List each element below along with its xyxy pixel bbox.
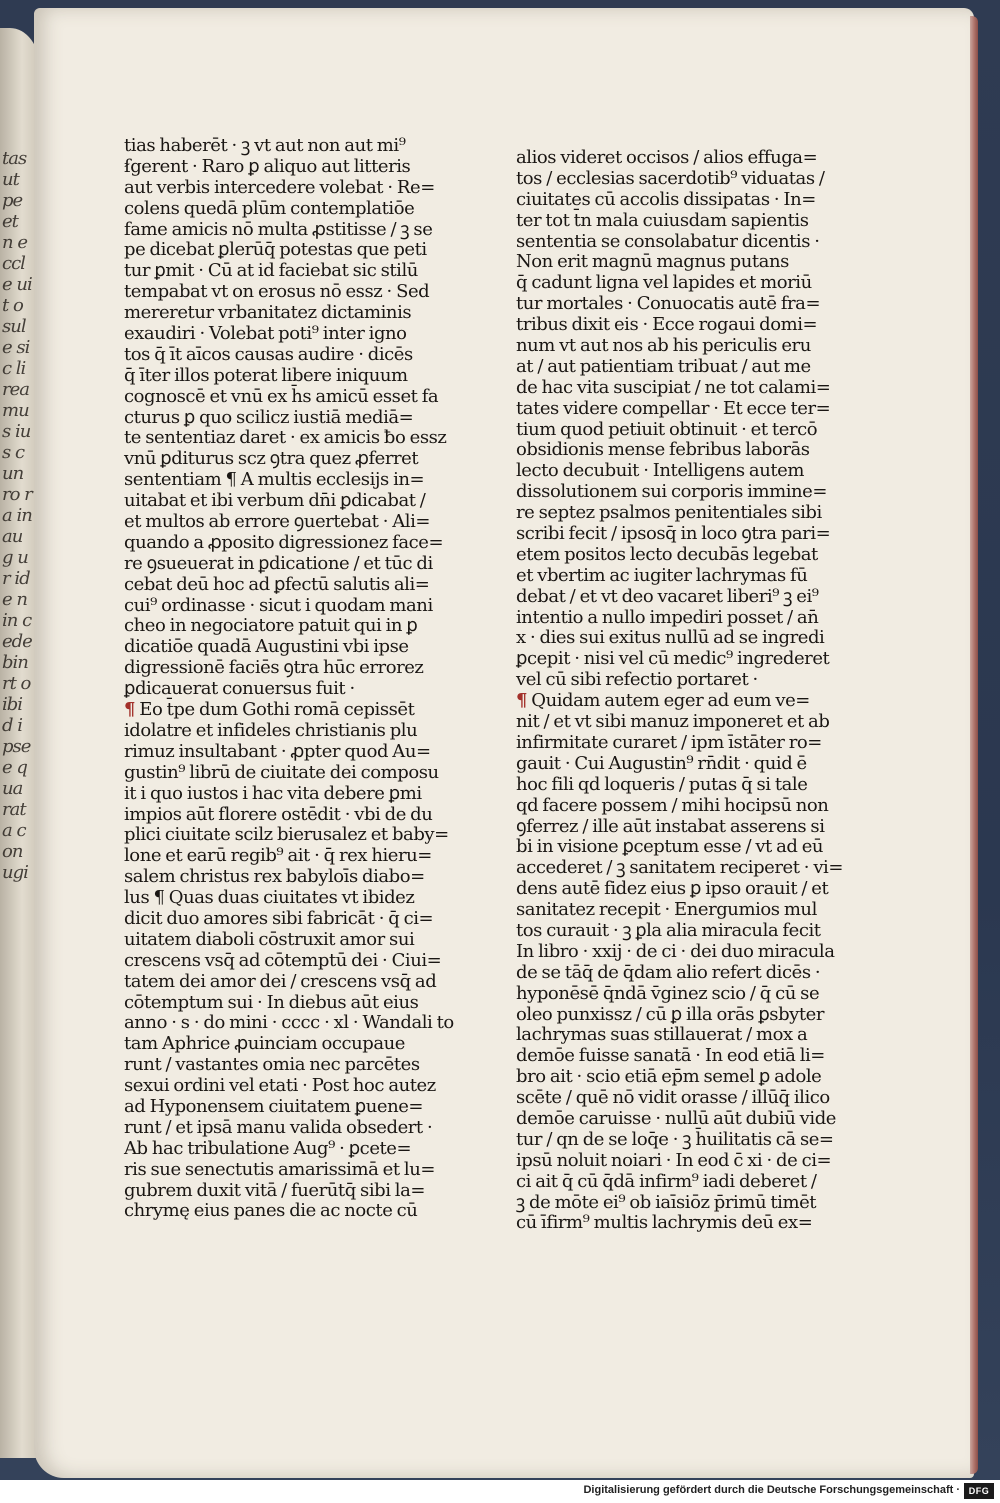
text-line: uitabat et ibi verbum dn̄i ꝑdicabat / (124, 490, 426, 512)
right-text-column (516, 147, 843, 1234)
left-text-column (124, 135, 454, 1222)
text-line: tur mortales · Conuocatis autē fra= (516, 293, 821, 315)
text-line: ipsū noluit noiari · In eod c̄ xi · de ci= (516, 1149, 832, 1171)
footer-credit: Digitalisierung gefördert durch die Deutsche Forschungsgemeinschaft · (583, 1484, 960, 1496)
text-line: bi in visione ꝑceptum esse / vt ad eū (516, 836, 824, 858)
text-line: lus ¶ Quas duas ciuitates vt ibidez (124, 887, 415, 909)
text-line: nit / et vt sibi manuz imponeret et ab (516, 711, 830, 733)
left-page-edge-text: tas ut pe et n eccle uit o sule sic li rea mus ius cun ro ra in aug ur ide n in cede bin rt oibid ipse e qua rata con ugi (2, 148, 32, 883)
text-line: alios videret occisos / alios effuga= (516, 147, 818, 168)
text-line: crescens vsq̄ ad cōtemptū dei · Ciui= (124, 949, 442, 971)
text-line: ꝯferrez / ille aūt instabat asserens si (516, 815, 825, 837)
text-line: ꝑdicauerat conuersus fuit · (124, 678, 355, 700)
text-line: x · dies sui exitus nullū ad se ingredi (516, 627, 825, 649)
text-line: q̄ īter illos poterat libere iniquum (124, 364, 408, 386)
text-line: In libro · xxij · de ci · dei duo miracula (516, 940, 835, 962)
text-line: salem christus rex babyloīs diabo= (124, 866, 425, 888)
text-line: ¶ Eo t̄pe dum Gothi romā cepissēt (124, 699, 415, 721)
text-line: scribi fecit / ipsosq̄ in loco ꝯtra pari= (516, 523, 831, 545)
text-line: tam Aphrice ꝓuinciam occupaue (124, 1033, 405, 1055)
text-line: ꝫ de mōte ei⁹ ob iaīsiōz p̄rimū timēt (516, 1191, 817, 1213)
dfg-logo: DFG (964, 1483, 994, 1499)
text-line: obsidionis mense febribus laborās (516, 439, 810, 461)
text-line: fame amicis nō multa ꝓstitisse / ꝫ se (124, 218, 433, 240)
text-line: hyponēsē q̄ndā v̄ginez scio / q̄ cū se (516, 982, 820, 1004)
text-line: dicatiōe quadā Augustini vbi ipse (124, 636, 409, 658)
rubric-pilcrow: ¶ (124, 699, 136, 721)
text-line: sententiam ¶ A multis ecclesijs in= (124, 469, 425, 491)
text-line: debat / et vt deo vacaret liberi⁹ ꝫ ei⁹ (516, 585, 819, 607)
text-line: idolatre et infideles christianis plu (124, 719, 418, 741)
text-line: tates videre compellar · Et ecce ter= (516, 397, 831, 419)
text-line: aut verbis intercedere volebat · Re= (124, 176, 435, 198)
text-line: digressionē faciēs ꝯtra hūc errorez (124, 657, 424, 679)
text-line: runt / et ipsā manu valida obsedert · (124, 1116, 433, 1138)
text-line: cōtemptum sui · In diebus aūt eius (124, 991, 419, 1013)
text-line: exaudiri · Volebat poti⁹ inter igno (124, 323, 407, 345)
text-line: et vbertim ac iugiter lachrymas fū (516, 564, 808, 586)
text-line: rimuz insultabant · ꝓpter quod Au= (124, 740, 431, 762)
text-line: colens quedā plūm contemplatiōe (124, 197, 415, 219)
text-line: tur ꝑmit · Cū at id faciebat sic stilū (124, 260, 418, 282)
text-line: ꝑcepit · nisi vel cū medic⁹ ingrederet (516, 648, 830, 670)
text-line: gauit · Cui Augustin⁹ rn̄dit · quid ē (516, 752, 807, 774)
page-edge-red (970, 16, 978, 1474)
text-line: ẜgerent · Raro ꝑ aliquo aut litteris (124, 155, 411, 177)
text-line: et multos ab errore ꝯuertebat · Ali= (124, 511, 431, 533)
text-line: gustin⁹ librū de ciuitate dei composu (124, 761, 439, 783)
text-line: uitatem diaboli cōstruxit amor sui (124, 928, 415, 950)
text-line: oleo punxissz / cū ꝑ illa orās ꝑsbyter (516, 1003, 825, 1025)
text-line: q̄ cadunt ligna vel lapides et moriū (516, 272, 812, 294)
text-line: pe dicebat ꝑlerūq̄ potestas que peti (124, 239, 427, 261)
text-line: tias haberēt · ꝫ vt aut non aut mi⁹ (124, 135, 406, 156)
text-line: sententia se consolabatur dicentis · (516, 230, 820, 252)
text-line: intentio a nullo impediri posset / an̄ (516, 606, 819, 628)
text-line: ci ait q̄ cū q̄dā infirm⁹ iadi deberet / (516, 1170, 817, 1192)
text-line: tatem dei amor dei / crescens vsq̄ ad (124, 970, 437, 992)
text-line: sexui ordini vel etati · Post hoc autez (124, 1075, 436, 1097)
text-line: lone et earū regib⁹ ait · q̄ rex hieru= (124, 845, 432, 867)
text-line: tempabat vt on erosus nō essz · Sed (124, 281, 430, 303)
text-line: etem positos lecto decubās legebat (516, 543, 818, 565)
text-line: it i quo iustos i hac vita debere ꝑmi (124, 782, 422, 804)
text-line: qd facere possem / mihi hocipsū non (516, 794, 829, 816)
text-line: vnū ꝑditurus scz ꝯtra quez ꝓferret (124, 448, 419, 470)
text-line: de se tāq̄ de q̄dam alio refert dicēs · (516, 961, 821, 983)
text-line: dicit duo amores sibi fabricāt · q̄ ci= (124, 907, 434, 929)
text-line: ris sue senectutis amarissimā et lu= (124, 1158, 436, 1180)
text-line: accederet / ꝫ sanitatem reciperet · vi= (516, 857, 843, 879)
text-line: sanitatez recepit · Energumios mul (516, 899, 817, 921)
text-line: scēte / quē nō vidit orasse / illūq̄ ilico (516, 1087, 830, 1109)
text-line: te sententiaz daret · ex amicis ƀo essz (124, 427, 447, 449)
text-line: hoc fili qd loqueris / putas q̄ si tale (516, 773, 808, 795)
text-line: infirmitate curaret / ipm īstāter ro= (516, 731, 822, 753)
text-line: at / aut patientiam tribuat / aut me (516, 355, 811, 377)
text-line: quando a ꝓposito digressionez face= (124, 531, 444, 553)
text-line: num vt aut nos ab his periculis eru (516, 335, 811, 357)
text-line: tribus dixit eis · Ecce rogaui domi= (516, 314, 818, 336)
text-line: ¶ Quidam autem eger ad eum ve= (516, 690, 810, 712)
text-line: anno · s · do mini · cccc · xl · Wandali to (124, 1012, 454, 1034)
text-line: dens autē fidez eius ꝑ ipso orauit / et (516, 878, 829, 900)
text-line: lachrymas suas stillauerat / mox a (516, 1024, 808, 1046)
text-line: tium quod petiuit obtinuit · et tercō (516, 418, 818, 440)
text-line: cognoscē et vnū ex h̄s amicū esset fa (124, 385, 439, 407)
text-line: gubrem duxit vitā / fuerūtq̄ sibi la= (124, 1179, 426, 1201)
text-line: bro ait · scio etiā ep̄m semel ꝑ adole (516, 1066, 822, 1088)
text-line: tur / qn de se loq̄e · ꝫ h̄uilitatis cā se= (516, 1128, 834, 1150)
footer-bar (0, 1480, 1000, 1503)
text-line: mereretur vrbanitatez dictaminis (124, 302, 412, 324)
text-line: re septez psalmos penitentiales sibi (516, 502, 822, 524)
text-line: ter tot t̄n mala cuiusdam sapientis (516, 209, 809, 231)
text-line: lecto decubuit · Intelligens autem (516, 460, 804, 482)
text-line: cturus ꝑ quo scilicz iustiā mediā= (124, 406, 414, 428)
text-line: impios aūt florere ostēdit · vbi de du (124, 803, 433, 825)
text-line: re ꝯsueuerat in ꝑdicatione / et tūc di (124, 552, 433, 574)
text-line: tos curauit · ꝫ ꝑla alia miracula fecit (516, 919, 821, 941)
text-line: tos q̄ īt aīcos causas audire · dicēs (124, 343, 413, 365)
text-line: vel cū sibi refectio portaret · (516, 669, 758, 691)
text-line: Ab hac tribulatione Aug⁹ · ꝑcete= (124, 1137, 412, 1159)
text-line: cebat deū hoc ad ꝑfectū salutis ali= (124, 573, 430, 595)
text-line: ad Hyponensem ciuitatem ꝑuene= (124, 1095, 424, 1117)
text-line: de hac vita suscipiat / ne tot calami= (516, 376, 831, 398)
text-line: ciuitates cū accolis dissipatas · In= (516, 188, 816, 210)
text-line: cui⁹ ordinasse · sicut i quodam mani (124, 594, 433, 616)
text-line: tos / ecclesias sacerdotib⁹ viduatas / (516, 167, 825, 189)
text-line: chrymę eius panes die ac nocte cū (124, 1200, 418, 1222)
text-line: plici ciuitate scilz bierusalez et baby= (124, 824, 449, 846)
rubric-pilcrow: ¶ (516, 690, 528, 712)
text-line: dissolutionem sui corporis immine= (516, 481, 827, 503)
text-line: cheo in negociatore patuit qui in ꝑ (124, 615, 418, 637)
text-line: demōe caruisse · nullū aūt dubiū vide (516, 1107, 836, 1129)
text-line: demōe fuisse sanatā · In eod etiā li= (516, 1045, 825, 1067)
text-line: Non erit magnū magnus putans (516, 251, 789, 273)
text-line: cū īfirm⁹ multis lachrymis deū ex= (516, 1212, 813, 1234)
text-line: runt / vastantes omia nec parcētes (124, 1054, 420, 1076)
